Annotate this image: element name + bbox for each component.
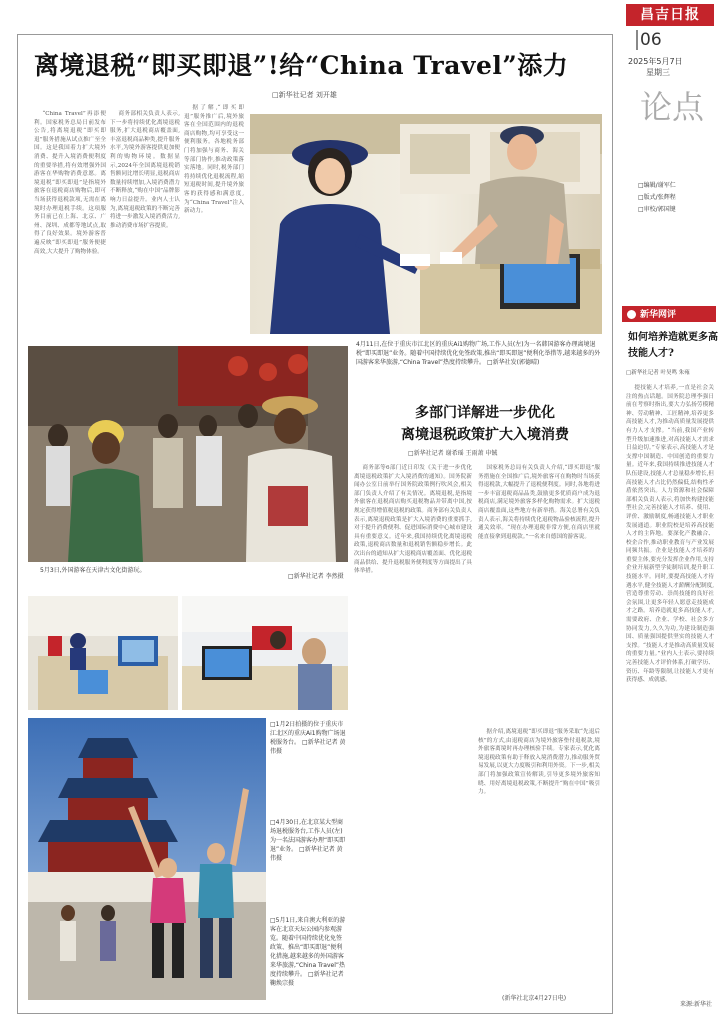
photo2-caption: [40, 566, 240, 575]
commentary-title: 如何培养造就更多高技能人才?: [628, 332, 718, 359]
photo2-caption-credit: □新华社记者 李然摄: [288, 573, 344, 580]
photo5-caption-credit: □新华社记者 鞠焕宗摄: [270, 971, 344, 987]
photo5-caption-text: □5月1日,来自澳大利亚的游客在北京天坛公园内参观游览。随着中国持续优化免签政策、推出“即买即退”便利化措施,越来越多的外国游客来华旅游,“China Travel”热度持续攀升。: [270, 917, 346, 978]
editor-info: [636, 180, 676, 216]
photo-refund-desk-image: [28, 596, 178, 710]
page-number: 06: [640, 30, 662, 50]
photo4-caption-credit: □新华社记者 黄伟摄: [270, 846, 343, 862]
article2-column-a: 商务部等6部门近日印发《关于进一步优化离境退税政策扩大入境消费的通知》。国务院新闻办公室日前举行国务院政策例行吹风会,相关部门负责人介绍了有关情况。离境退税,是指境外旅客在退税商店购买退税物品并带离中国,按规定获得增值税退税的政策。商务部有关负责人表示,离境退税政策是扩大入境消费的重要抓手,对于提升消费便利、促进国际消费中心城市建设具有重要意义。近年来,我国持续优化离境退税政策,退税商店数量和退税销售额稳步增长。此次出台的通知从扩大退税商店覆盖面、优化退税商品供给、提升退税服务便利度等方面提出了具体举措。: [354, 465, 472, 575]
photo3-caption-text: □1月2日拍摄的位于重庆市江北区的重庆Ai1购物广场退税服务台。: [270, 721, 346, 746]
banner-label: 新华网评: [640, 310, 677, 320]
photo1-caption-text: 4月11日,在位于重庆市江北区的重庆Ai1购物广场,工作人员(左)为一名韩国游客办理离境退税“即买即退”业务。随着中国持续优化免签政策,推出“即买即退”便利化举措等,越来越多的外国游客来华旅游,“China Travel”热度持续攀升。: [356, 341, 601, 366]
issue-weekday: 星期三: [646, 68, 670, 77]
photo1-caption: [356, 340, 602, 367]
commentary-source: 来源:新华社: [680, 1001, 713, 1008]
commentary-body: 提技能人才培养,一直是社会关注的热点话题。国务院总理李强日前在考察时指出,要大力弘扬劳模精神、劳动精神、工匠精神,培养更多高技能人才,为推动高质量发展提供有力人才支撑。“当前,我国产业转型升级加速推进,对高技能人才需求日益迫切。”专家表示,高技能人才是支撑中国制造、中国创造的重要力量。近年来,我国持续推进技能人才队伍建设,技能人才总量稳步增长,但高技能人才占比仍然偏低,结构性矛盾依然突出。人力资源和社会保障部相关负责人表示,将加快构建技能型社会,完善技能人才培养、使用、评价、激励制度,畅通技能人才职业发展通道。职业院校是培养高技能人才的主阵地。要深化产教融合、校企合作,推动职业教育与产业发展同频共振。企业是技能人才培养的重要主体,要充分发挥企业作用,支持企业开展新型学徒制培训,提升职工技能水平。同时,要提高技能人才待遇水平,健全技能人才薪酬分配制度,营造尊重劳动、崇尚技能的良好社会氛围,让更多年轻人愿意走技能成才之路。培养造就更多高技能人才,需要政府、企业、学校、社会多方协同发力,久久为功,为建设制造强国、质量强国提供坚实的技能人才支撑。“技能人才是推动高质量发展的重要力量。”业内人士表示,要持续完善技能人才评价体系,打破学历、资历、年龄等限制,让技能人才更有获得感、成就感。: [626, 385, 714, 684]
photo-temple-of-heaven: [28, 718, 266, 1000]
photo2-caption-text: 5月3日,外国游客在天津古文化街游玩。: [40, 567, 146, 574]
article1-column-3: 据了解,“即买即退”服务推广后,境外旅客在全国范围内的退税商店购物,均可享受这一便利服务。各地税务部门将加强与商务、海关等部门协作,推动政策落实落地。同时,税务部门将持续优化退税流程,缩短退税时间,提升境外旅客的获得感和满意度,为“China Travel”注入新动力。: [184, 105, 244, 215]
photo5-caption: [270, 916, 346, 988]
issue-date: 2025年5月7日: [628, 57, 683, 66]
article2-title-line2: 离境退税政策扩大入境消费: [401, 427, 569, 443]
photo1-caption-credit: □新华社发(郭德晴): [486, 359, 540, 366]
commentary-byline: □新华社记者 叶昊鸣 朱雍: [626, 370, 690, 376]
article1-column-1: “China Travel”再添便利。国家税务总局日前发布公告,将离境退税“即买即退”服务措施从试点推广至全国。这是我国着力扩大境外消费、提升入境消费便利度的重要举措,将有效增强外国游客在华购物消费意愿。离境退税“即买即退”是指境外旅客在退税商店购物后,即可当场获得退税款项,无需在离境时办理退税手续。这项服务目前已在上海、北京、广州、深圳、成都等地试点,取得了良好效果。境外游客普遍反映“即买即退”服务便捷高效,大大提升了购物体验。: [34, 111, 106, 255]
editor-info-line: □版式/张辉程: [638, 194, 676, 201]
page-headline: 离境退税“即买即退”!给“China Travel”添力: [34, 51, 569, 80]
article2-byline: □新华社记者 谢希瑶 王雨萧 申铖: [408, 450, 498, 457]
article2-column-b: 国家税务总局有关负责人介绍,“即买即退”服务措施在全国推广后,境外旅客可在购物时当场获得退税款,大幅提升了退税便利度。同时,各地将进一步丰富退税商品品类,鼓励更多优质商户成为退税商店,满足境外旅客多样化购物需求。扩大退税商店覆盖面,这些地方有新举措。海关总署有关负责人表示,海关将持续优化退税物品验核流程,提升通关效率。“现在办理退税非常方便,在商店里就能直接拿到退税款。”一名来自德国的游客说。: [478, 465, 600, 540]
article2-source: (新华社北京4月27日电): [502, 995, 567, 1002]
photo3-caption: [270, 720, 346, 756]
paper-name: 昌吉日报: [626, 4, 714, 26]
article2-title: [370, 402, 600, 446]
article2-column-c: 据介绍,离境退税“即买即退”服务采取“先退后核”的方式,由退税商店为境外旅客垫付退税款,境外旅客离境时再办理核验手续。专家表示,优化离境退税政策有助于释放入境消费潜力,推动服务贸易发展,以更大力度吸引和利用外资。下一步,相关部门将加强政策宣传解读,引导更多境外旅客知晓、用好离境退税政策,不断提升“购在中国”吸引力。: [478, 729, 600, 796]
photo-tax-refund-counter-image: [250, 114, 602, 334]
photo3-caption-credit: □新华社记者 黄伟摄: [270, 739, 346, 755]
section-title-lundian: 论点: [640, 88, 705, 126]
banner-bullet-icon: [627, 310, 636, 319]
page-number-divider: [636, 30, 638, 50]
photo-staff-serving-tourist-image: [182, 596, 348, 710]
photo-tourists-street: [28, 346, 348, 562]
photo-refund-desk: [28, 596, 178, 710]
article1-byline: □新华社记者 刘开雄: [272, 91, 337, 99]
photo4-caption: [270, 818, 346, 863]
photo-temple-of-heaven-image: [28, 718, 266, 1000]
article1-column-2: 商务部相关负责人表示,下一步将持续优化离境退税服务,扩大退税商店覆盖面,丰富退税商品种类,提升服务水平,为境外游客提供更加便利的购物环境。数据显示,2024年全国离境退税销售额同比增长明显,退税商店数量持续增加,入境消费潜力不断释放,“购在中国”品牌影响力日益提升。业内人士认为,离境退税政策的不断完善将进一步激发入境消费活力,推动消费市场扩容提质。: [110, 111, 180, 229]
editor-info-line: □编辑/谢军仁: [638, 182, 676, 189]
photo-tourists-street-image: [28, 346, 348, 562]
article2-title-line1: 多部门详解进一步优化: [415, 405, 555, 421]
photo-staff-serving-tourist: [182, 596, 348, 710]
photo4-caption-text: □4月30日,在北京某大型商场退税服务台,工作人员(左)为一名法国游客办理“即买即退”业务。: [270, 819, 346, 853]
editor-info-line: □审校/郭国键: [638, 206, 676, 213]
photo-tax-refund-counter: [250, 114, 602, 334]
